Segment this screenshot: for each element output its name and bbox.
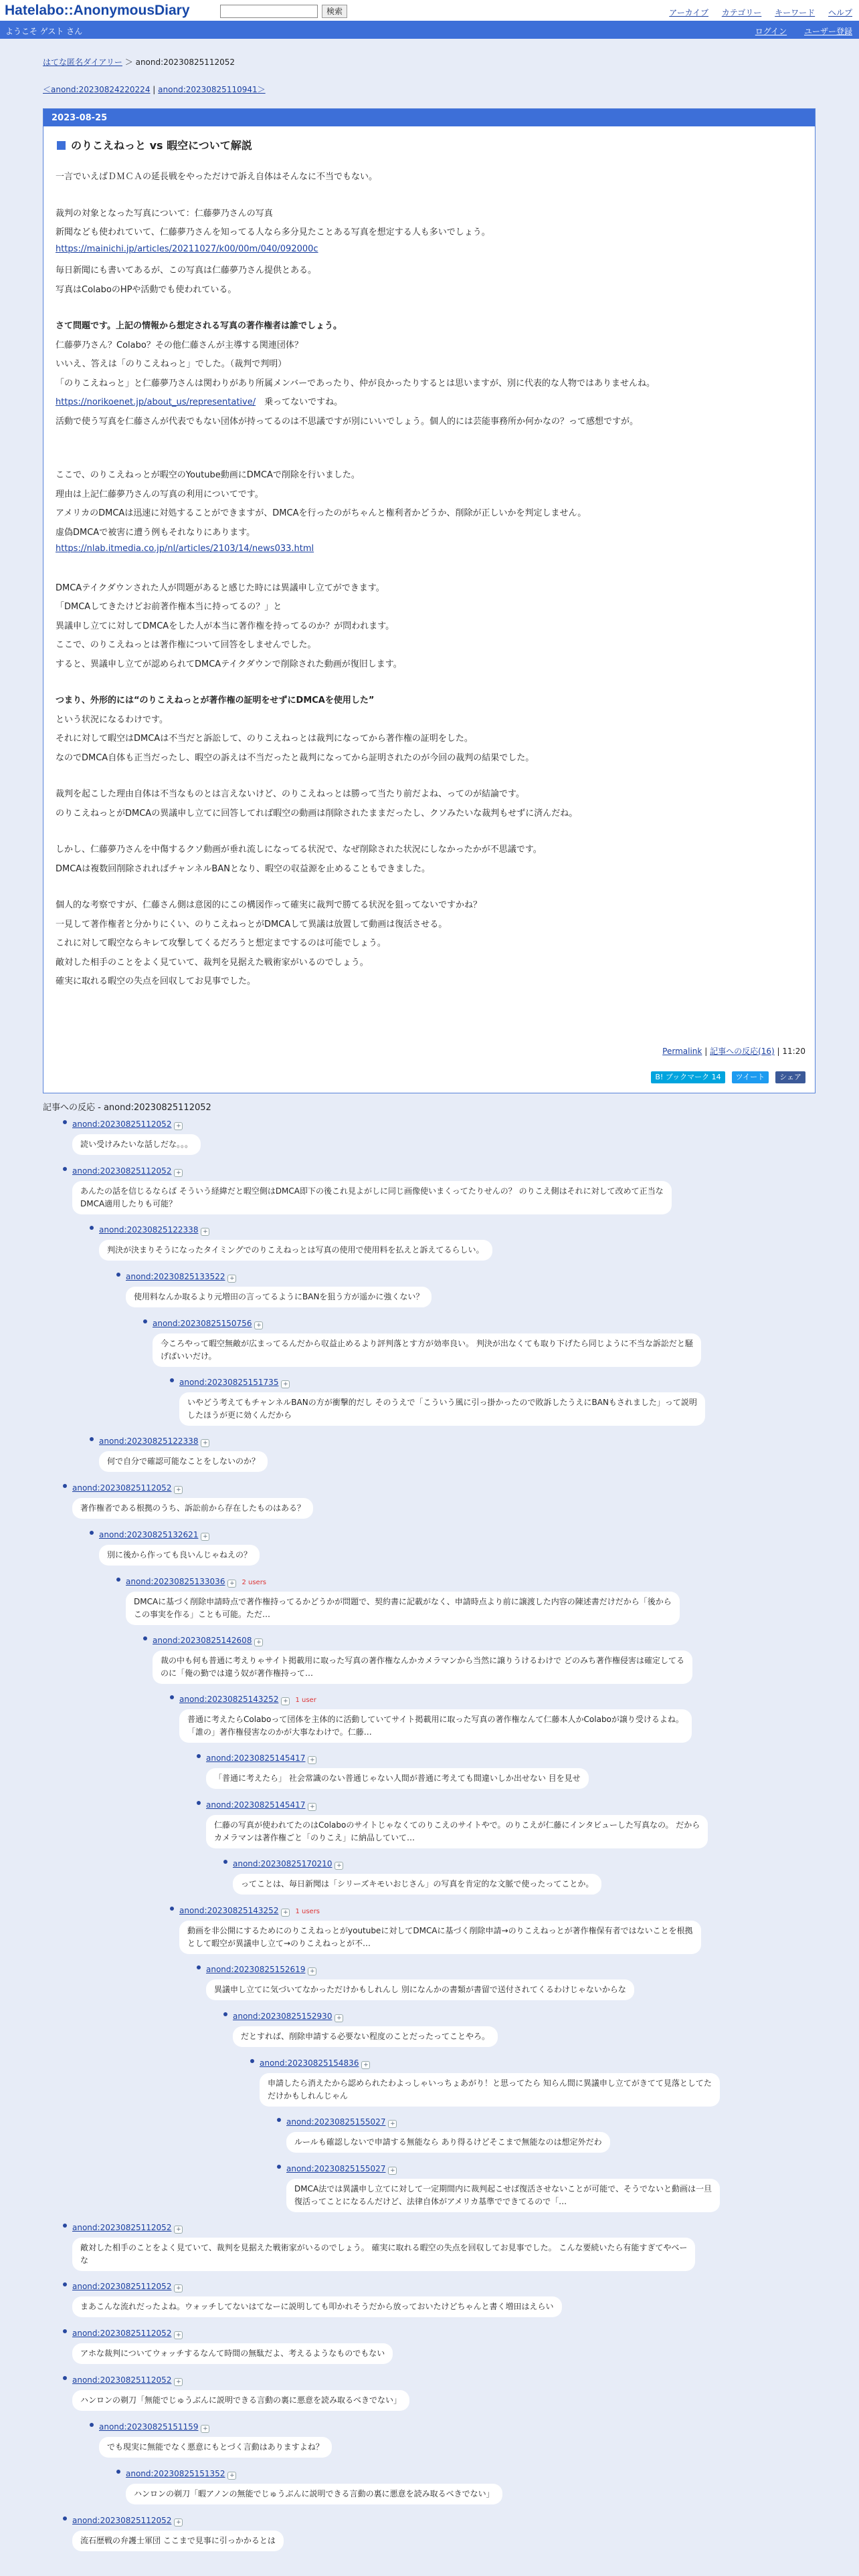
entry-line: 確実に取れる暇空の失点を回収してお見事でした。 xyxy=(56,976,256,986)
entry-line: 裁判を起こした理由自体は不当なものとは言えないけど、のりこえねっとは勝って当たり前だよね、ってのが結論です。 xyxy=(56,789,524,799)
reaction-text-line: この事実を作る」ことも可能。ただ… xyxy=(134,1610,271,1619)
welcome-bar xyxy=(0,21,859,39)
bookmark-users-badge[interactable]: 2 users xyxy=(242,1579,267,1586)
reaction-text xyxy=(72,1134,201,1155)
entry-link[interactable]: https://norikoenet.jp/about_us/representative/ xyxy=(56,397,256,407)
expand-icon[interactable]: + xyxy=(201,1439,209,1447)
reaction-text-line: ハンロンの剃刀「無能でじゅうぶんに説明できる言動の裏に悪意を読み取るべきでない」 xyxy=(80,2395,402,2405)
bullet-icon xyxy=(63,2329,67,2333)
breadcrumb xyxy=(43,56,235,68)
reaction-text-line: 復活ってことになるんだけど、法律自体がアメリカ基準でできてるので「… xyxy=(294,2197,567,2206)
reaction-text-line: DMCAに基づく削除申請時点で著作権持ってるかどうかが問題で、契約書に記載がなく、申請時点より前に譲渡した内容の陳述書だけだから「後から xyxy=(134,1597,672,1606)
entry-line: 異議申し立てに対してDMCAをした人が本当に著作権を持ってるのか？が問われます。 xyxy=(56,621,395,631)
bullet-icon xyxy=(250,2059,254,2063)
expand-icon[interactable]: + xyxy=(174,2518,183,2527)
pager-separator: | xyxy=(153,85,156,94)
reaction-text xyxy=(179,1709,692,1743)
entry-line: ここで、のりこえねっとが暇空のYoutube動画にDMCAで削除を行いました。 xyxy=(56,470,360,480)
entry-line: 虚偽DMCAで被害に遭う例もそれなりにあります。 xyxy=(56,527,256,538)
expand-icon[interactable]: + xyxy=(361,2061,370,2069)
bullet-icon xyxy=(63,2376,67,2380)
expand-icon[interactable]: + xyxy=(335,1862,343,1870)
entry-line: DMCAテイクダウンされた人が問題があると感じた時には異議申し立てができます。 xyxy=(56,582,385,593)
reaction-id-link[interactable]: anond:20230825154836 xyxy=(260,2058,359,2068)
bullet-icon xyxy=(63,1484,67,1488)
reaction-text-line: 「誰の」著作権侵害なのかが大事なわけで。仁藤… xyxy=(187,1727,372,1737)
entry-pager xyxy=(43,84,266,95)
bullet-icon xyxy=(197,1754,201,1758)
title-square-icon xyxy=(57,141,66,150)
expand-icon[interactable]: + xyxy=(308,1756,316,1764)
reaction-text-line: のに「俺の勤では違う奴が著作権持って… xyxy=(161,1669,314,1678)
diary-entry xyxy=(43,108,816,1093)
bookmark-users-badge[interactable]: 1 user xyxy=(295,1697,316,1704)
entry-line: DMCAは複数回削除されればチャンネルBANとなり、暇空の収益源を止めることもできました。 xyxy=(56,863,430,874)
entry-link[interactable]: https://mainichi.jp/articles/20211027/k00/00m/040/092000c xyxy=(56,243,318,254)
reaction-item xyxy=(206,1962,803,2000)
reaction-item xyxy=(233,2009,803,2047)
reaction-id-link[interactable]: anond:20230825150756 xyxy=(153,1319,252,1328)
bullet-icon xyxy=(63,2224,67,2228)
reaction-item xyxy=(153,1633,803,1684)
reaction-item xyxy=(99,1434,803,1472)
reaction-text xyxy=(72,1498,313,1519)
reaction-item xyxy=(99,1222,803,1261)
entry-footer xyxy=(662,1045,805,1057)
nav-help-link[interactable]: ヘルプ xyxy=(828,8,852,17)
search-input[interactable] xyxy=(220,5,318,18)
reaction-item xyxy=(72,2279,803,2317)
reaction-text-line: だとすれば、削除申請する必要ない程度のことだったってことやろ。 xyxy=(241,2032,490,2041)
tweet-button[interactable]: ツイート xyxy=(732,1071,769,1083)
reaction-text xyxy=(72,2390,409,2411)
bullet-icon xyxy=(90,2423,94,2427)
entry-line: 新聞なども使われていて、仁藤夢乃さんを知ってる人なら多分見たことある写真を想定する人も多いでしょう。 xyxy=(56,227,490,237)
entry-line: これに対して暇空ならキレて攻撃してくるだろうと想定までするのは可能でしょう。 xyxy=(56,938,386,948)
expand-icon[interactable]: + xyxy=(388,2167,397,2175)
reaction-text xyxy=(153,1333,701,1367)
reaction-id-link[interactable]: anond:20230825142608 xyxy=(153,1636,252,1645)
reaction-text-line: DMCA適用したりも可能？ xyxy=(80,1199,177,1208)
reaction-id-link[interactable]: anond:20230825151735 xyxy=(179,1378,279,1387)
entry-line: 仁藤夢乃さん？Colabo？その他仁藤さんが主導する関連団体？ xyxy=(56,340,303,350)
entry-line: 「のりこえねっと」と仁藤夢乃さんは関わりがあり所属メンバーであったり、仲が良かったりするとは思いますが、別に代表的な人物ではありませんね。 xyxy=(56,378,655,389)
reaction-item xyxy=(179,1692,803,1743)
reaction-text xyxy=(72,2343,393,2364)
entry-line: なのでDMCA自体も正当だったし、暇空の訴えは不当だったと裁判になってから証明されたのが今回の裁判の結果でした。 xyxy=(56,752,535,763)
reaction-id-link[interactable]: anond:20230825143252 xyxy=(179,1906,279,1915)
reaction-item xyxy=(206,1798,803,1848)
bullet-icon xyxy=(116,2470,120,2474)
reaction-text xyxy=(286,2132,610,2153)
top-nav xyxy=(658,7,852,18)
top-bar xyxy=(0,0,859,21)
reaction-item xyxy=(99,1527,803,1566)
reaction-text-line: したほうが更に効くんだから xyxy=(187,1410,292,1420)
entry-line xyxy=(56,395,343,407)
reaction-text-line: 何で自分で確認可能なことをしないのか？ xyxy=(107,1457,260,1466)
welcome-message: ようこそ ゲスト さん xyxy=(5,27,83,36)
reaction-text-line: でも現実に無能でなく悪意にもとづく言動はありますよね？ xyxy=(107,2442,324,2452)
footer-separator: | xyxy=(704,1047,708,1056)
prev-entry-link[interactable]: ＜anond:20230824220224 xyxy=(43,85,151,94)
entry-date: 2023-08-25 xyxy=(43,109,815,126)
bullet-icon xyxy=(223,2012,227,2016)
reaction-item xyxy=(126,1574,803,1625)
bullet-icon xyxy=(90,1437,94,1441)
reaction-item xyxy=(260,2056,803,2107)
reaction-text-line: DMCA法では異議申し立てに対して一定期間内に裁判起こせば復活させないことが可能で、そうでないと動画は一旦 xyxy=(294,2184,712,2193)
entry-line: 写真はColaboのHPや活動でも使われている。 xyxy=(56,284,237,295)
reaction-item xyxy=(72,1117,803,1155)
reaction-id-link[interactable]: anond:20230825133036 xyxy=(126,1577,225,1586)
reaction-text-line: 「普通に考えたら」 社会常識のない普通じゃない人間が普通に考えても間違いしか出せない 目を見せ xyxy=(214,1774,581,1783)
expand-icon[interactable]: + xyxy=(254,1321,263,1329)
register-link[interactable]: ユーザー登録 xyxy=(803,27,852,36)
reaction-text xyxy=(286,2179,720,2212)
bullet-icon xyxy=(277,2165,281,2169)
bullet-icon xyxy=(63,2516,67,2520)
reaction-item xyxy=(233,1856,803,1895)
reaction-id-link[interactable]: anond:20230825112052 xyxy=(72,2282,172,2291)
reaction-text xyxy=(206,1979,634,2000)
reaction-text-line: 今ころやって暇空無敵が広まってるんだから収益止めるより評判落とす方が効率良い。 判決が出なくても取り下げたら同じように不当な訴訟だと騒 xyxy=(161,1339,693,1348)
expand-icon[interactable]: + xyxy=(174,2226,183,2234)
entry-line: 理由は上記仁藤夢乃さんの写真の利用についてです。 xyxy=(56,489,264,500)
reaction-text-line: ルールも確認しないで申請する無能なら あり得るけどそこまで無能なのは想定外だわ xyxy=(294,2137,602,2147)
reaction-text-line: まあこんな流れだったよね。ウォッチしてないはてなーに説明しても叩かれそうだから放っておいたけどちゃんと書く増田はえらい xyxy=(80,2302,554,2311)
reaction-id-link[interactable]: anond:20230825112052 xyxy=(72,1119,172,1129)
reaction-text-line: 著作権者である根拠のうち、訴訟前から存在したものはある？ xyxy=(80,1503,306,1513)
reaction-text-line: な xyxy=(80,2256,89,2265)
entry-line: それに対して暇空はDMCAは不当だと訴訟して、のりこえねっとは裁判になってから著作権の証明をした。 xyxy=(56,734,473,744)
reaction-id-link[interactable]: anond:20230825145417 xyxy=(206,1753,306,1763)
reaction-text xyxy=(126,1592,680,1625)
reaction-text xyxy=(126,1287,432,1307)
reaction-id-link[interactable]: anond:20230825155027 xyxy=(286,2164,386,2173)
expand-icon[interactable]: + xyxy=(201,1533,209,1541)
reaction-item xyxy=(286,2115,803,2153)
entry-line xyxy=(56,544,314,554)
bullet-icon xyxy=(223,1860,227,1864)
entry-time: 11:20 xyxy=(782,1047,805,1056)
expand-icon[interactable]: + xyxy=(201,1228,209,1236)
entry-line: 個人的な考察ですが、仁藤さん側は意図的にこの構図作って確実に裁判で勝てる状況を狙ってないですかね？ xyxy=(56,900,482,910)
bullet-icon xyxy=(170,1378,174,1382)
reaction-text-line: 判決が決まりそうになったタイミングでのりこえねっとは写真の使用で使用料を払えと訴えてるらしい。 xyxy=(107,1245,484,1255)
reaction-id-link[interactable]: anond:20230825112052 xyxy=(72,2375,172,2385)
expand-icon[interactable]: + xyxy=(227,1275,236,1283)
reaction-text xyxy=(99,1545,260,1566)
reaction-id-link[interactable]: anond:20230825132621 xyxy=(99,1530,199,1539)
reaction-text-line: 申請したら消えたから認められたわよっしゃいっちょあがり！と思ってたら 知らん間に異議申し立てがきてて見落としてた xyxy=(268,2078,712,2088)
reaction-text-line: 裁の中も何も普通に考えりゃサイト掲載用に取った写真の著作権なんかカメラマンから当然に譲りうけるわけで どのみち著作権侵害は確定してる xyxy=(161,1656,684,1665)
reaction-id-link[interactable]: anond:20230825112052 xyxy=(72,2516,172,2525)
reactions-link[interactable]: 記事への反応(16) xyxy=(710,1047,775,1056)
expand-icon[interactable]: + xyxy=(281,1909,290,1917)
reaction-text-line: 別に後から作っても良いんじゃねえの？ xyxy=(107,1550,252,1560)
reaction-text-line: あんたの話を信じるならば そういう経緯だと暇空側はDMCA即下の後これ見よがしに同じ画像使いまくってたりせんの？ のりこえ側はそれに対して改めて正当な xyxy=(80,1186,664,1196)
reaction-text xyxy=(99,1240,492,1261)
reaction-text-line: 敵対した相手のことをよく見ていて、裁判を見据えた戦術家がいるのでしょう。 確実に取れる暇空の失点を回収してお見事でした。 こんな要続いたら有能すぎてやべー xyxy=(80,2243,688,2252)
entry-line: 裁判の対象となった写真について：仁藤夢乃さんの写真 xyxy=(56,208,273,219)
search-button[interactable]: 検索 xyxy=(322,5,347,18)
nav-keyword-link[interactable]: キーワード xyxy=(775,8,816,17)
reaction-id-link[interactable]: anond:20230825170210 xyxy=(233,1859,332,1868)
bullet-icon xyxy=(277,2118,281,2122)
hatena-bookmark-button[interactable]: B! ブックマーク 14 xyxy=(651,1071,725,1083)
reaction-item xyxy=(72,2373,803,2411)
bullet-icon xyxy=(90,1531,94,1535)
reactions-title: 記事への反応 - anond:20230825112052 xyxy=(43,1103,211,1113)
reaction-id-link[interactable]: anond:20230825151159 xyxy=(99,2422,199,2432)
reaction-text xyxy=(206,1815,708,1848)
reaction-text-line: 流石歴戦の弁護士軍団 ここまで見事に引っかかるとは xyxy=(80,2536,276,2545)
entry-line: アメリカのDMCAは迅速に対処することができますが、DMCAを行ったのがちゃんと権利者かどうか、削除が正しいかを判定しません。 xyxy=(56,508,587,518)
expand-icon[interactable]: + xyxy=(281,1380,290,1388)
reaction-item xyxy=(72,1164,803,1214)
reaction-id-link[interactable]: anond:20230825155027 xyxy=(286,2117,386,2127)
entry-line: すると、異議申し立てが認められてDMCAテイクダウンで削除された動画が復旧します。 xyxy=(56,659,402,669)
entry-title-heading xyxy=(57,137,252,152)
reaction-item xyxy=(72,1481,803,1519)
bullet-icon xyxy=(116,1578,120,1582)
reaction-id-link[interactable]: anond:20230825112052 xyxy=(72,1166,172,1176)
entry-line: 敵対した相手のことをよく見ていて、裁判を見据えた戦術家がいるのでしょう。 xyxy=(56,957,369,968)
reaction-text-line: だけかもしれんじゃん xyxy=(268,2091,349,2101)
expand-icon[interactable]: + xyxy=(254,1638,263,1646)
entry-line: 「DMCAしてきたけどお前著作権本当に持ってるの？」と xyxy=(56,602,282,612)
expand-icon[interactable]: + xyxy=(174,1169,183,1177)
share-buttons xyxy=(648,1069,805,1083)
reaction-item xyxy=(126,1269,803,1307)
entry-line xyxy=(56,244,318,254)
expand-icon[interactable]: + xyxy=(174,1486,183,1494)
bullet-icon xyxy=(63,1167,67,1171)
expand-icon[interactable]: + xyxy=(308,1803,316,1811)
entry-line-tail: 乗ってないですね。 xyxy=(256,397,343,407)
reaction-text xyxy=(179,1921,701,1954)
reaction-text-line: アホな裁判についてウォッチするなんて時間の無駄だよ、考えるようなものでもない xyxy=(80,2349,385,2358)
entry-line: さて問題です。上記の情報から想定される写真の著作権者は誰でしょう。 xyxy=(56,321,342,331)
entry-title: のりこえねっと vs 暇空について解説 xyxy=(71,139,252,152)
reaction-text-line: げばいいだけ。 xyxy=(161,1352,217,1361)
expand-icon[interactable]: + xyxy=(227,1580,236,1588)
reaction-id-link[interactable]: anond:20230825151352 xyxy=(126,2469,225,2478)
nav-archive-link[interactable]: アーカイブ xyxy=(669,8,708,17)
reaction-id-link[interactable]: anond:20230825122338 xyxy=(99,1225,199,1235)
reaction-text-line: ってことは、毎日新聞は「シリーズキモいおじさん」の写真を肯定的な文脈で使ったってことか。 xyxy=(241,1879,594,1889)
reaction-text-line: ハンロンの剃刀「暇アノンの無能でじゅうぶんに説明できる言動の裏に悪意を読み取るべきでない」 xyxy=(134,2489,494,2498)
facebook-share-button[interactable]: シェア xyxy=(775,1071,805,1083)
expand-icon[interactable]: + xyxy=(227,2472,236,2480)
reaction-text-line: 普通に考えたらColaboって団体を主体的に活動していてサイト掲載用に取った写真の著作権なんて仁藤本人かColaboが譲り受けるよね。 xyxy=(187,1715,684,1724)
reaction-id-link[interactable]: anond:20230825152930 xyxy=(233,2012,332,2021)
reaction-item xyxy=(72,2326,803,2364)
reaction-text-line: 仁藤の写真が使われてたのはColaboのサイトじゃなくてのりこえのサイトやで。のりこえが仁藤にインタビューした写真なの。 だから xyxy=(214,1820,700,1830)
reaction-text xyxy=(233,1874,601,1895)
reaction-text xyxy=(233,2026,498,2047)
bullet-icon xyxy=(63,2282,67,2286)
entry-line: 活動で使う写真を仁藤さんが代表でもない団体が持ってるのは不思議ですが別にいいでしょう。個人的には芸能事務所か何かなの？って感想ですが。 xyxy=(56,416,639,427)
reaction-item xyxy=(72,2220,803,2271)
entry-line: 一言でいえばＤＭＣＡの延長戦をやっただけで訴え自体はそんなに不当でもない。 xyxy=(56,172,378,182)
bullet-icon xyxy=(197,1965,201,1969)
entry-line: つまり、外形的には“のりこえねっとが著作権の証明をせずにDMCAを使用した” xyxy=(56,695,375,706)
breadcrumb-current: anond:20230825112052 xyxy=(135,58,235,67)
expand-icon[interactable]: + xyxy=(281,1697,290,1705)
reaction-text xyxy=(72,1181,672,1214)
entry-line: しかし、仁藤夢乃さんを中傷するクソ動画が垂れ流しになってる状況で、なぜ削除された状況にしなかったかが不思議です。 xyxy=(56,845,542,855)
reaction-item xyxy=(153,1316,803,1367)
reaction-item xyxy=(179,1903,803,1954)
reaction-item xyxy=(72,2513,803,2551)
expand-icon[interactable]: + xyxy=(388,2120,397,2128)
reaction-item xyxy=(99,2420,803,2458)
entry-line: 毎日新聞にも書いてあるが、この写真は仁藤夢乃さん提供とある。 xyxy=(56,265,317,276)
next-entry-link[interactable]: anond:20230825110941＞ xyxy=(158,85,266,94)
expand-icon[interactable]: + xyxy=(174,2284,183,2292)
expand-icon[interactable]: + xyxy=(174,2331,183,2339)
reaction-id-link[interactable]: anond:20230825145417 xyxy=(206,1800,306,1810)
reaction-text-line: カメラマンは著作権ごと「のりこえ」に納品していて… xyxy=(214,1833,415,1842)
reaction-text-line: として暇空が異議申し立て→のりこえねっとが不… xyxy=(187,1939,371,1948)
entry-link[interactable]: https://nlab.itmedia.co.jp/nl/articles/2103/14/news033.html xyxy=(56,544,314,554)
reaction-text xyxy=(153,1650,692,1684)
bullet-icon xyxy=(143,1636,147,1640)
reaction-text-line: いやどう考えてもチャンネルBANの方が衝撃的だし そのうえで「こういう風に引っ掛かったので敗訴したうえにBANもされました」って説明 xyxy=(187,1398,697,1407)
breadcrumb-separator: ＞ xyxy=(124,58,133,67)
reaction-item xyxy=(126,2466,803,2504)
entry-line: ここで、のりこえねっとは著作権について回答をしませんでした。 xyxy=(56,640,316,650)
reaction-id-link[interactable]: anond:20230825112052 xyxy=(72,1483,172,1493)
bullet-icon xyxy=(143,1319,147,1323)
expand-icon[interactable]: + xyxy=(174,1122,183,1130)
footer-separator: | xyxy=(777,1047,780,1056)
nav-category-link[interactable]: カテゴリー xyxy=(721,8,762,17)
entry-line: という状況になるわけです。 xyxy=(56,714,168,725)
entry-line: 一見して著作権者と分かりにくい、のりこえねっとがDMCAして異議は放置して動画は復活させる。 xyxy=(56,919,448,930)
reaction-text xyxy=(126,2484,502,2504)
reaction-text xyxy=(72,2296,562,2317)
reaction-id-link[interactable]: anond:20230825122338 xyxy=(99,1436,199,1446)
breadcrumb-home[interactable]: はてな匿名ダイアリー xyxy=(43,58,122,67)
bookmark-users-badge[interactable]: 1 users xyxy=(295,1908,320,1915)
expand-icon[interactable]: + xyxy=(308,1967,316,1975)
expand-icon[interactable]: + xyxy=(174,2378,183,2386)
reaction-text-line: 使用料なんか取るより元増田の言ってるようにBANを狙う方が遥かに強くない？ xyxy=(134,1292,424,1301)
reaction-text xyxy=(99,2437,332,2458)
reaction-id-link[interactable]: anond:20230825112052 xyxy=(72,2329,172,2338)
expand-icon[interactable]: + xyxy=(335,2014,343,2022)
bullet-icon xyxy=(116,1273,120,1277)
entry-line: のりこえねっとがDMCAの異議申し立てに回答してれば暇空の動画は削除されたままだったし、クソみたいな裁判もせずに済んだね。 xyxy=(56,808,578,819)
reaction-text xyxy=(72,2238,695,2271)
reaction-text-line: 異議申し立てに気づいてなかっただけかもしれんし 別になんかの書類が書留で送付されてくるわけじゃないからな xyxy=(214,1985,626,1994)
reaction-text xyxy=(206,1768,589,1789)
reaction-text-line: 読い受けみたいな話しだな。。。 xyxy=(80,1140,193,1149)
expand-icon[interactable]: + xyxy=(201,2425,209,2433)
reaction-text-line: 動画を非公開にするためにのりこえねっとがyoutubeに対してDMCAに基づく削除申請→のりこえねっとが著作権保有者ではないことを根拠 xyxy=(187,1926,693,1935)
reaction-text xyxy=(99,1451,268,1472)
bullet-icon xyxy=(170,1695,174,1699)
site-logo[interactable]: Hatelabo::AnonymousDiary xyxy=(5,3,190,18)
bullet-icon xyxy=(63,1120,67,1124)
reaction-item xyxy=(206,1751,803,1789)
reaction-item xyxy=(286,2161,803,2212)
reaction-id-link[interactable]: anond:20230825112052 xyxy=(72,2223,172,2232)
bullet-icon xyxy=(197,1801,201,1805)
reaction-text xyxy=(72,2531,284,2551)
reaction-id-link[interactable]: anond:20230825143252 xyxy=(179,1695,279,1704)
permalink-link[interactable]: Permalink xyxy=(662,1047,702,1056)
login-link[interactable]: ログイン xyxy=(755,27,787,36)
bullet-icon xyxy=(90,1226,94,1230)
reaction-id-link[interactable]: anond:20230825133522 xyxy=(126,1272,225,1281)
entry-line: いいえ、答えは「のりこえねっと」でした。（裁判で判明） xyxy=(56,359,287,369)
reaction-text xyxy=(179,1392,705,1426)
reaction-id-link[interactable]: anond:20230825152619 xyxy=(206,1965,306,1974)
bullet-icon xyxy=(170,1907,174,1911)
reaction-item xyxy=(179,1375,803,1426)
reaction-text xyxy=(260,2073,720,2107)
